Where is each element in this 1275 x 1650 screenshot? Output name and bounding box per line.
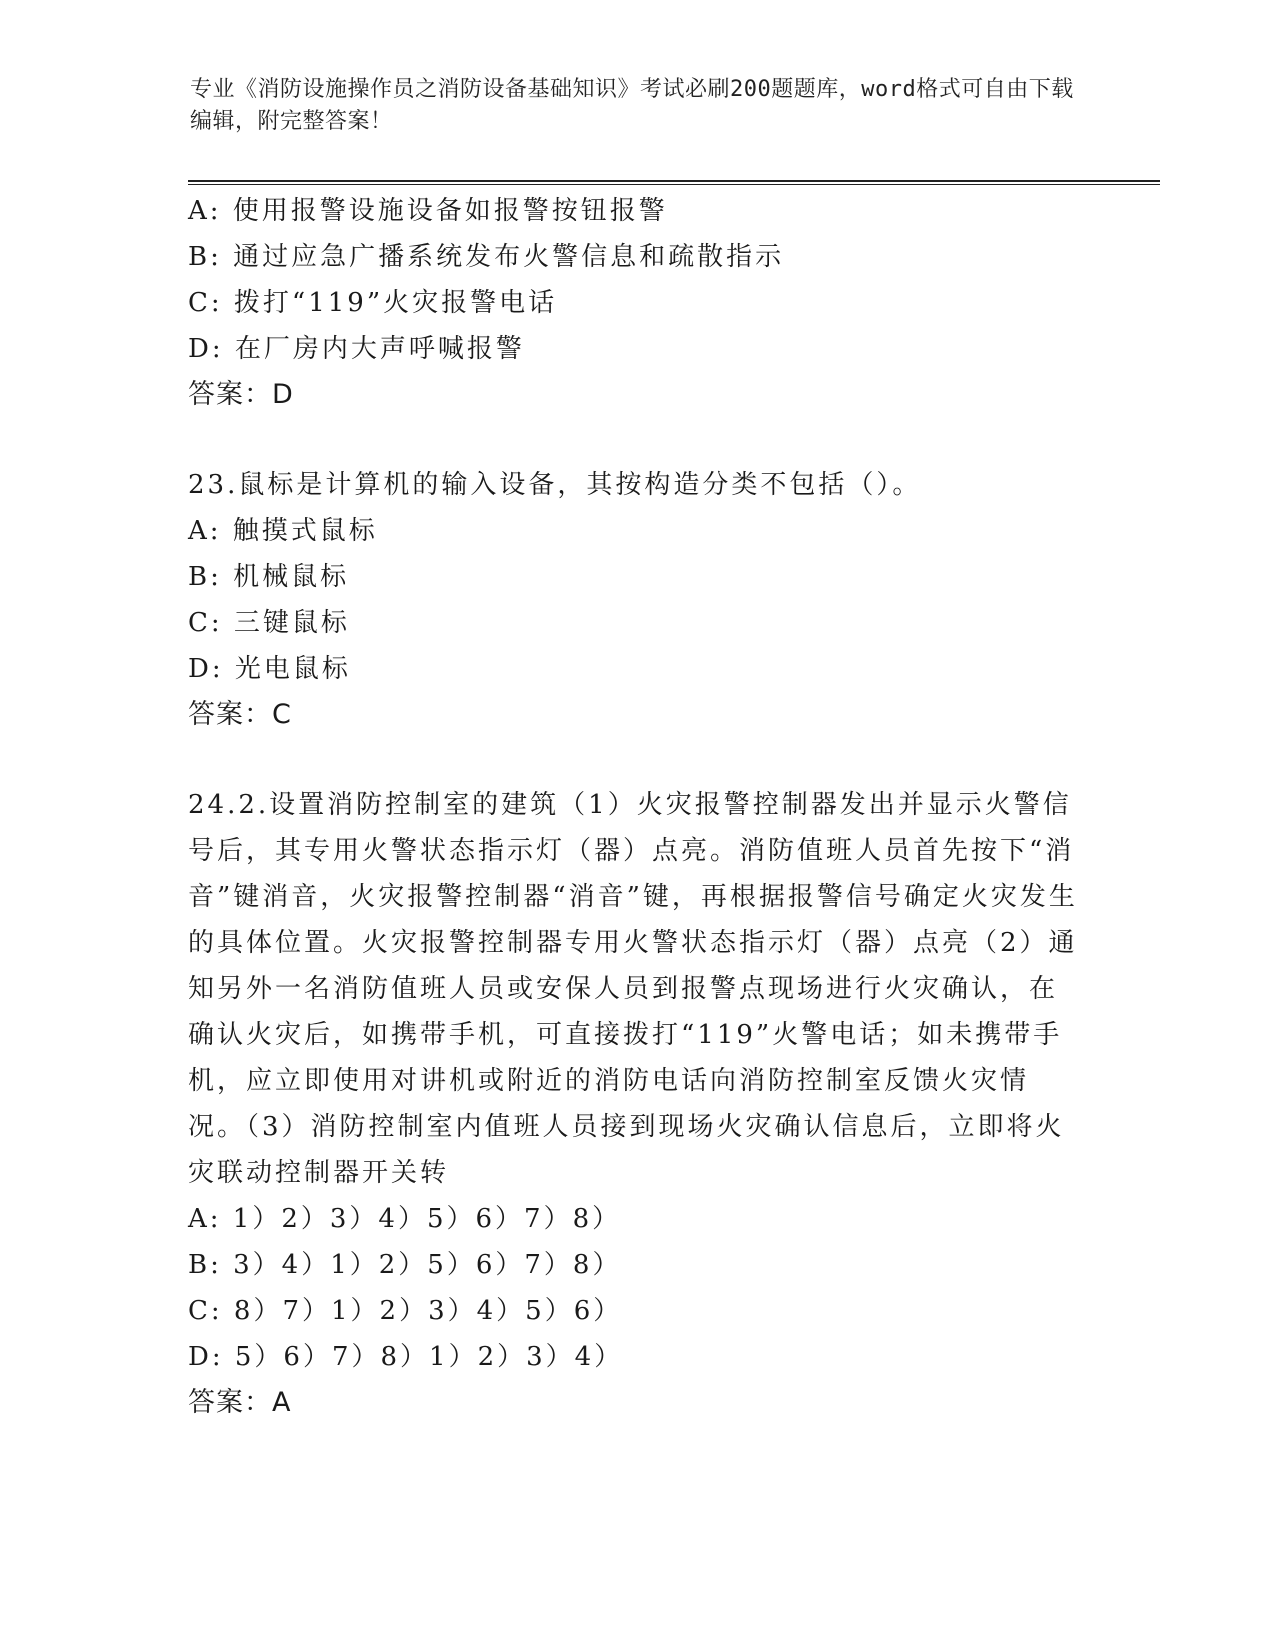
q22-option-b: B: 通过应急广播系统发布火警信息和疏散指示 bbox=[188, 242, 785, 272]
spacer bbox=[188, 738, 1088, 782]
question-22 bbox=[188, 188, 1088, 418]
q23-option-d: D: 光电鼠标 bbox=[188, 654, 351, 684]
q23-option-a: A: 触摸式鼠标 bbox=[188, 516, 378, 546]
document-body bbox=[188, 188, 1088, 1426]
question-24 bbox=[188, 782, 1088, 1426]
q22-option-c: C: 拨打“119”火灾报警电话 bbox=[188, 288, 558, 318]
header-divider bbox=[188, 180, 1160, 185]
spacer bbox=[188, 418, 1088, 462]
q24-option-c: C: 8）7）1）2）3）4）5）6） bbox=[188, 1296, 623, 1326]
q22-option-a: A: 使用报警设施设备如报警按钮报警 bbox=[188, 196, 668, 226]
q23-option-b: B: 机械鼠标 bbox=[188, 562, 350, 592]
q24-option-b: B: 3）4）1）2）5）6）7）8） bbox=[188, 1250, 622, 1280]
q24-option-a: A: 1）2）3）4）5）6）7）8） bbox=[188, 1204, 622, 1234]
q22-answer: 答案：D bbox=[188, 379, 294, 410]
q22-option-d: D: 在厂房内大声呼喊报警 bbox=[188, 334, 525, 364]
q24-question: 24.2.设置消防控制室的建筑（1）火灾报警控制器发出并显示火警信号后，其专用火警状态指示灯（器）点亮。消防值班人员首先按下“消音”键消音，火灾报警控制器“消音”键，再根据报警信号确定火灾发生的具体位置。火灾报警控制器专用火警状态指示灯（器）点亮（2）通知另外一名消防值班人员或安保人员到报警点现场进行火灾确认，在确认火灾后，如携带手机，可直接拨打“119”火警电话；如未携带手机，应立即使用对讲机或附近的消防电话向消防控制室反馈火灾情况。（3）消防控制室内值班人员接到现场火灾确认信息后，立即将火灾联动控制器开关转 bbox=[188, 790, 1078, 1188]
document-header: 专业《消防设施操作员之消防设备基础知识》考试必刷200题题库，word格式可自由下载编辑，附完整答案！ bbox=[190, 77, 1074, 134]
question-23 bbox=[188, 462, 1088, 738]
q23-answer: 答案：C bbox=[188, 699, 292, 730]
q23-option-c: C: 三键鼠标 bbox=[188, 608, 350, 638]
q24-answer: 答案：A bbox=[188, 1387, 292, 1418]
q23-question: 23.鼠标是计算机的输入设备，其按构造分类不包括（）。 bbox=[188, 470, 922, 500]
q24-option-d: D: 5）6）7）8）1）2）3）4） bbox=[188, 1342, 624, 1372]
